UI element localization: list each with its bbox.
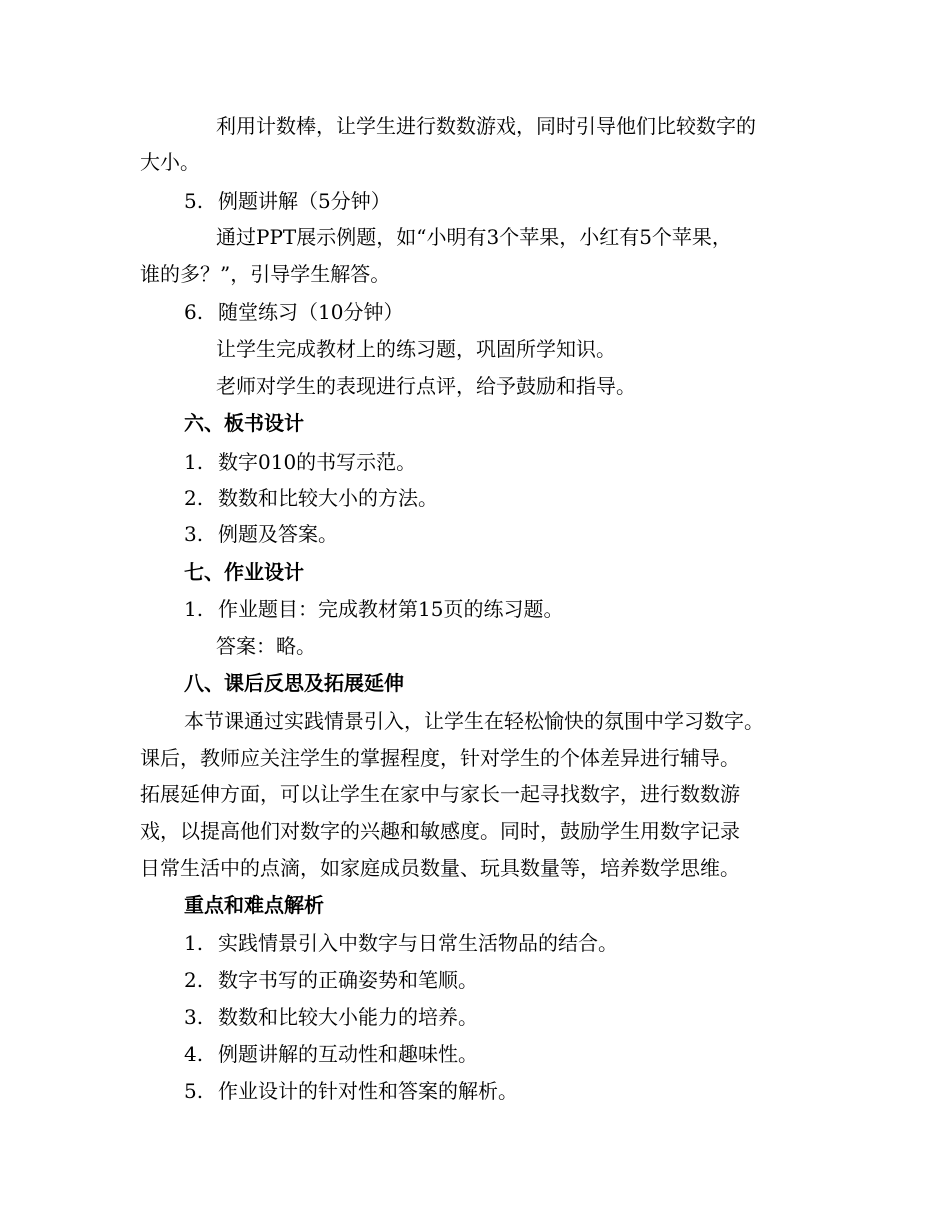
list-number: 1.	[184, 450, 204, 474]
list-text: 例题讲解的互动性和趣味性。	[218, 1042, 478, 1066]
paragraph-line: 本节课通过实践情景引入，让学生在轻松愉快的氛围中学习数字。	[184, 709, 764, 733]
paragraph-line: 大小。	[140, 150, 200, 174]
list-item	[0, 521, 950, 547]
paragraph-line: 拓展延伸方面，可以让学生在家中与家长一起寻找数字，进行数数游	[140, 782, 740, 806]
list-number: 2.	[184, 968, 204, 992]
list-text: 实践情景引入中数字与日常生活物品的结合。	[218, 931, 618, 955]
list-item	[0, 930, 950, 956]
paragraph-line: 戏，以提高他们对数字的兴趣和敏感度。同时，鼓励学生用数字记录	[140, 819, 740, 843]
list-item	[0, 596, 950, 622]
list-number: 5.	[184, 1079, 204, 1103]
list-number: 1.	[184, 931, 204, 955]
list-text: 数字010的书写示范。	[218, 450, 417, 474]
paragraph-line: 让学生完成教材上的练习题，巩固所学知识。	[216, 337, 616, 361]
paragraph-line: 老师对学生的表现进行点评，给予鼓励和指导。	[216, 374, 636, 398]
list-number: 3.	[184, 1005, 204, 1029]
paragraph-line: 通过PPT展示例题，如“小明有3个苹果，小红有5个苹果，	[216, 225, 732, 249]
list-number: 1.	[184, 597, 204, 621]
paragraph-line: 日常生活中的点滴，如家庭成员数量、玩具数量等，培养数学思维。	[140, 856, 740, 880]
list-item	[0, 1041, 950, 1067]
list-item	[0, 967, 950, 993]
section-heading: 八、课后反思及拓展延伸	[184, 671, 404, 695]
section-heading: 六、板书设计	[184, 411, 304, 435]
section-heading: 七、作业设计	[184, 560, 304, 584]
list-item	[0, 485, 950, 511]
list-item	[0, 1004, 950, 1030]
paragraph-line: 课后，教师应关注学生的掌握程度，针对学生的个体差异进行辅导。	[140, 746, 740, 770]
list-text: 数字书写的正确姿势和笔顺。	[218, 968, 478, 992]
list-number: 2.	[184, 486, 204, 510]
list-text: 作业题目：完成教材第15页的练习题。	[218, 597, 564, 621]
list-label: 随堂练习（10分钟）	[218, 300, 404, 324]
list-text: 数数和比较大小能力的培养。	[218, 1005, 478, 1029]
list-item	[0, 1078, 950, 1104]
list-number: 4.	[184, 1042, 204, 1066]
paragraph-line: 利用计数棒，让学生进行数数游戏，同时引导他们比较数字的	[216, 114, 756, 138]
list-number: 6.	[184, 300, 204, 324]
list-item	[0, 299, 950, 325]
list-item	[0, 188, 950, 214]
list-text: 作业设计的针对性和答案的解析。	[218, 1079, 518, 1103]
list-label: 例题讲解（5分钟）	[218, 189, 391, 213]
list-item	[0, 449, 950, 475]
section-heading: 重点和难点解析	[184, 893, 324, 917]
paragraph-line: 谁的多？”，引导学生解答。	[140, 262, 391, 286]
list-text: 例题及答案。	[218, 522, 338, 546]
list-number: 3.	[184, 522, 204, 546]
list-number: 5.	[184, 189, 204, 213]
paragraph-line: 答案：略。	[216, 634, 316, 658]
list-text: 数数和比较大小的方法。	[218, 486, 438, 510]
